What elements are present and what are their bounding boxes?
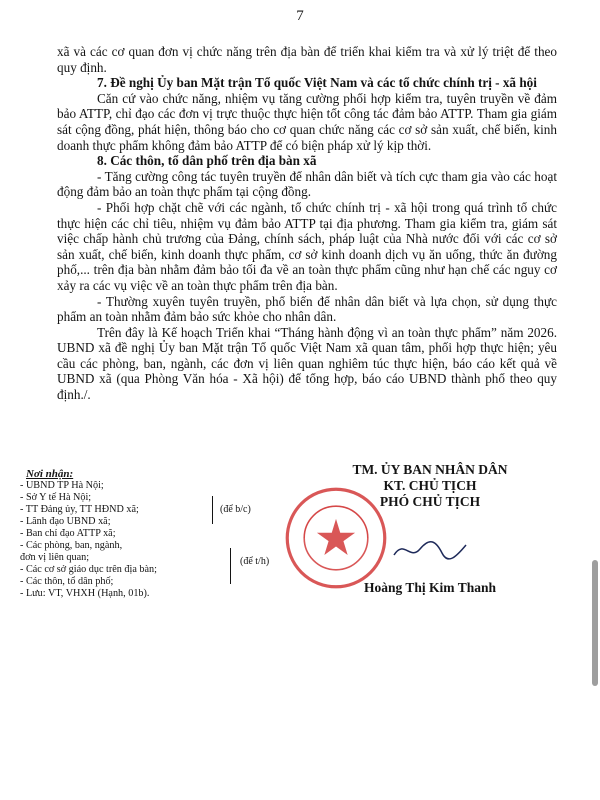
- signature-title-line-1: TM. ỦY BAN NHÂN DÂN: [352, 462, 508, 477]
- closing-paragraph: Trên đây là Kế hoạch Triển khai “Tháng hành động vì an toàn thực phẩm” năm 2026. UBND xã đề nghị Ủy ban Mặt trận Tổ quốc Việt Nam xã quan tâm, phối hợp thực hiện; yêu cầu các phòng, ban, ngành, các đơn vị liên quan nghiêm túc thực hiện, báo cáo kết quả về UBND xã (qua Phòng Văn hóa - Xã hội) để tổng hợp, báo cáo UBND thành phố theo quy định./.: [57, 324, 557, 403]
- recipient-line: - Lãnh đạo UBND xã;: [20, 516, 111, 527]
- signature-title-line-3: PHÓ CHỦ TỊCH: [379, 494, 481, 509]
- recipient-line: - Các thôn, tổ dân phố;: [20, 576, 114, 587]
- recipient-line: - Ban chỉ đạo ATTP xã;: [20, 528, 116, 539]
- paragraph-continuation: xã và các cơ quan đơn vị chức năng trên địa bàn để triển khai kiểm tra và xử lý triệt để theo quy định.: [57, 44, 557, 75]
- scrollbar[interactable]: [592, 560, 598, 686]
- official-seal-icon: [283, 485, 389, 591]
- bracket-divider: [212, 496, 219, 524]
- handwritten-signature-icon: [390, 535, 470, 565]
- recipient-line: - UBND TP Hà Nội;: [20, 480, 104, 491]
- section-7-heading: 7. Đề nghị Ủy ban Mặt trận Tổ quốc Việt Nam và các tổ chức chính trị - xã hội: [97, 75, 537, 91]
- section-8-bullet-2: - Phối hợp chặt chẽ với các ngành, tổ chức chính trị - xã hội trong quá trình tổ chức thực hiện các chỉ tiêu, nhiệm vụ đảm bảo ATTP tại địa phương. Tham gia kiểm tra, giám sát việc chấp hành chủ trương của Đảng, chính sách, pháp luật của Nhà nước đối với các cơ sở sản xuất, chế biến, kinh doanh thực phẩm, cơ sở kinh doanh dịch vụ ăn uống, thức ăn đường phố,... trên địa bàn nhằm đảm bảo tối đa về an toàn thực phẩm cũng như hạn chế các nguy cơ xảy ra các vụ việc về an toàn thực phẩm trên địa bàn.: [57, 199, 557, 293]
- signature-title-line-2: KT. CHỦ TỊCH: [383, 478, 477, 493]
- note-for-report: (để b/c): [220, 504, 251, 515]
- note-for-implementation: (để t/h): [240, 556, 270, 567]
- recipient-line: - Các cơ sở giáo dục trên địa bàn;: [20, 564, 157, 575]
- recipients-block: [20, 468, 320, 600]
- section-8-heading: 8. Các thôn, tổ dân phố trên địa bàn xã: [97, 153, 317, 169]
- recipient-line: - TT Đảng ủy, TT HĐND xã;: [20, 504, 139, 515]
- section-7-paragraph: Căn cứ vào chức năng, nhiệm vụ tăng cường phối hợp kiểm tra, tuyên truyền về đảm bảo ATTP, chỉ đạo các đơn vị trực thuộc thực hiện tốt công tác đảm bảo ATTP. Tham gia giám sát cộng đồng, phát hiện, thông báo cho cơ quan chức năng các cơ sở sản xuất, chế biến, kinh doanh thực phẩm không đảm bảo ATTP để có biện pháp xử lý kịp thời.: [57, 90, 557, 153]
- page-number: 7: [296, 8, 304, 24]
- recipients-title: Nơi nhận:: [26, 468, 74, 480]
- recipient-line: đơn vị liên quan;: [20, 552, 90, 563]
- recipient-line: - Sở Y tế Hà Nội;: [20, 492, 92, 503]
- bracket-divider: [230, 548, 237, 584]
- recipient-line: - Lưu: VT, VHXH (Hạnh, 01b).: [20, 588, 150, 599]
- signer-name: Hoàng Thị Kim Thanh: [364, 580, 496, 595]
- document-body: [57, 44, 557, 403]
- section-8-bullet-3: - Thường xuyên tuyên truyền, phổ biến để nhân dân biết và lựa chọn, sử dụng thực phẩm an toàn nhằm đảm bảo sức khỏe cho nhân dân.: [57, 293, 557, 325]
- section-8-bullet-1: - Tăng cường công tác tuyên truyền để nhân dân biết và tích cực tham gia vào các hoạt động đảm bảo an toàn thực phẩm tại cộng đồng.: [57, 168, 557, 200]
- recipient-line: - Các phòng, ban, ngành,: [20, 540, 123, 551]
